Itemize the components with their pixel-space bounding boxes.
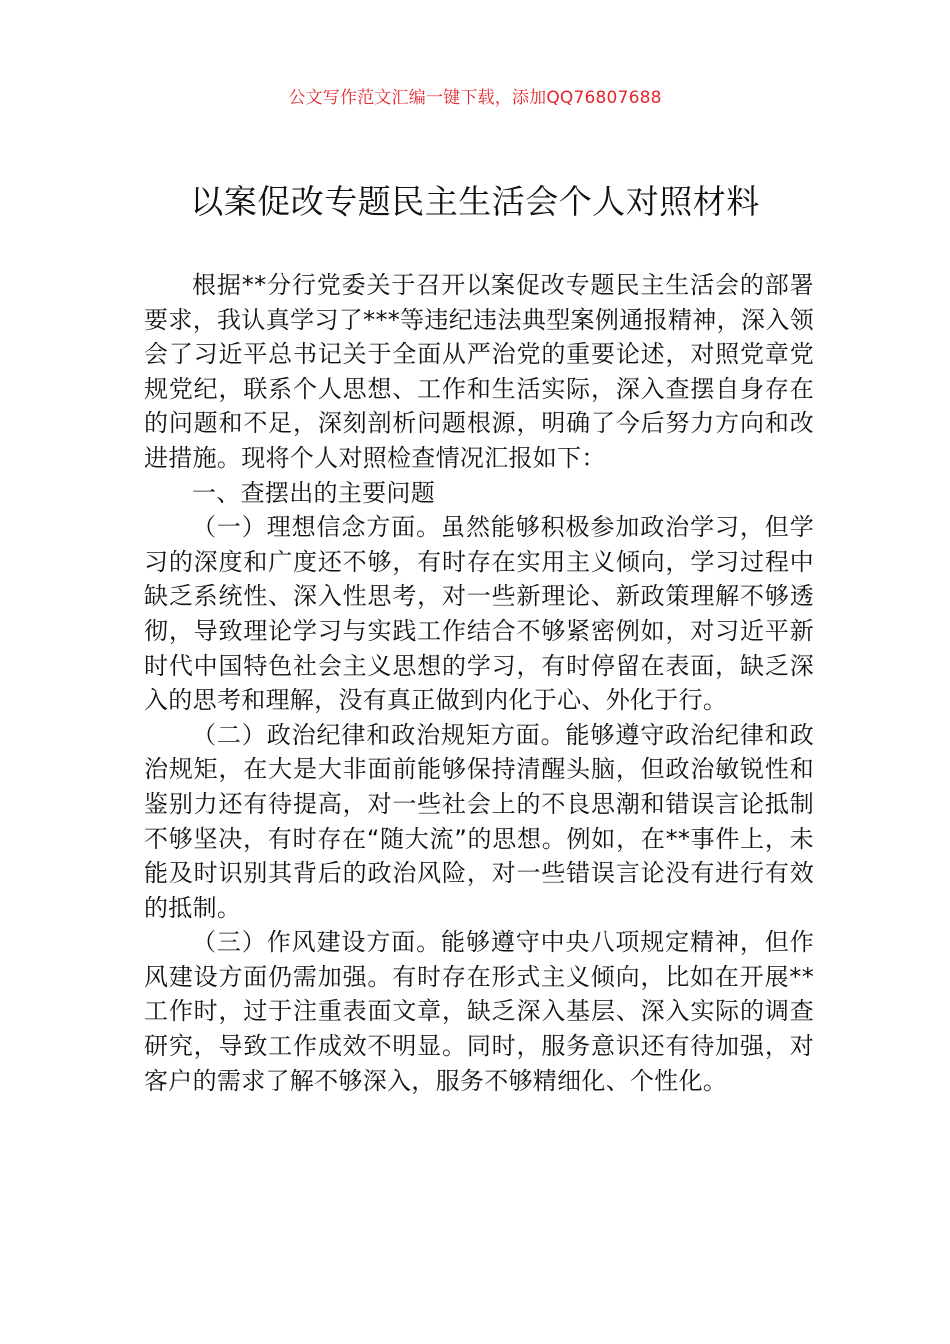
paragraph-political-discipline: （二）政治纪律和政治规矩方面。能够遵守政治纪律和政治规矩，在大是大非面前能够保持清醒头脑，但政治敏锐性和鉴别力还有待提高，对一些社会上的不良思潮和错误言论抵制不够坚决，有时存在“随大流”的思想。例如，在**事件上，未能及时识别其背后的政治风险，对一些错误言论没有进行有效的抵制。 bbox=[144, 720, 814, 922]
section-heading: 一、查摆出的主要问题 bbox=[192, 478, 435, 507]
document-body bbox=[144, 268, 814, 1098]
download-promo-banner: 公文写作范文汇编一键下载，添加QQ76807688 bbox=[288, 88, 662, 108]
document-title: 以案促改专题民主生活会个人对照材料 bbox=[190, 182, 760, 221]
paragraph-ideals-beliefs: （一）理想信念方面。虽然能够积极参加政治学习，但学习的深度和广度还不够，有时存在实用主义倾向，学习过程中缺乏系统性、深入性思考，对一些新理论、新政策理解不够透彻，导致理论学习与实践工作结合不够紧密例如，对习近平新时代中国特色社会主义思想的学习，有时停留在表面，缺乏深入的思考和理解，没有真正做到内化于心、外化于行。 bbox=[144, 513, 814, 715]
paragraph-work-style: （三）作风建设方面。能够遵守中央八项规定精神，但作风建设方面仍需加强。有时存在形式主义倾向，比如在开展**工作时，过于注重表面文章，缺乏深入基层、深入实际的调查研究，导致工作成效不明显。同时，服务意识还有待加强，对客户的需求了解不够深入，服务不够精细化、个性化。 bbox=[144, 928, 814, 1095]
intro-paragraph: 根据**分行党委关于召开以案促改专题民主生活会的部署要求，我认真学习了***等违纪违法典型案例通报精神，深入领会了习近平总书记关于全面从严治党的重要论述，对照党章党规党纪，联系个人思想、工作和生活实际，深入查摆自身存在的问题和不足，深刻剖析问题根源，明确了今后努力方向和改进措施。现将个人对照检查情况汇报如下： bbox=[144, 271, 814, 472]
